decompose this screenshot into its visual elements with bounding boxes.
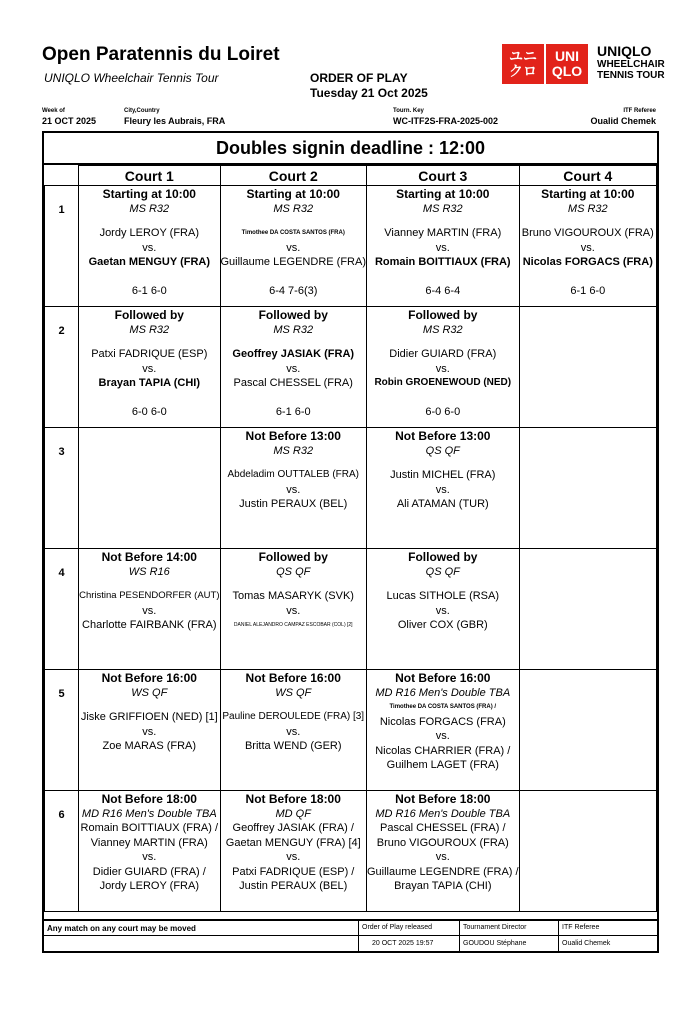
- match-score: 6-1 6-0: [570, 284, 606, 297]
- player-1b: Bruno VIGOUROUX (FRA): [376, 836, 509, 849]
- match-time: Not Before 13:00: [395, 429, 491, 443]
- city-meta: City,Country Fleury les Aubrais, FRA: [124, 108, 226, 126]
- director-label: Tournament Director: [463, 924, 527, 931]
- corner-cell: [45, 166, 79, 186]
- schedule-row: [45, 670, 657, 791]
- match-cell: [366, 307, 519, 428]
- player-2: Zoe MARAS (FRA): [102, 740, 197, 752]
- player-2: Brayan TAPIA (CHI): [98, 377, 201, 389]
- player-1a: Geoffrey JASIAK (FRA) /: [232, 822, 354, 834]
- team-note: Timothee DA COSTA SANTOS (FRA) /: [389, 704, 497, 710]
- match-time: Starting at 10:00: [246, 187, 340, 201]
- player-2a: Patxi FADRIQUE (ESP) /: [232, 865, 355, 878]
- versus: vs.: [286, 483, 301, 496]
- empty-cell: [519, 428, 656, 549]
- match-cell: [366, 670, 519, 791]
- player-2: Charlotte FAIRBANK (FRA): [82, 619, 217, 631]
- player-1a: Pascal CHESSEL (FRA) /: [380, 822, 506, 834]
- doubles-deadline: Doubles signin deadline : 12:00: [44, 133, 657, 165]
- match-event: MS R32: [567, 202, 608, 215]
- referee-meta: ITF Referee Oualid Chemek: [590, 108, 656, 126]
- match-event: MS R32: [129, 202, 170, 215]
- tournament-key-meta: Tourn. Key WC-ITF2S-FRA-2025-002: [393, 108, 499, 126]
- player-2: Justin PERAUX (BEL): [239, 498, 348, 510]
- player-2: Oliver COX (GBR): [397, 619, 488, 631]
- player-1: Christina PESENDORFER (AUT): [79, 590, 220, 601]
- player-2a: Didier GUIARD (FRA) /: [92, 865, 206, 878]
- match-cell: [220, 549, 366, 670]
- match-cell: [366, 549, 519, 670]
- versus: vs.: [142, 725, 157, 738]
- match-event: MS R32: [273, 444, 314, 457]
- match-event: WS QF: [131, 686, 168, 699]
- match-cell: [79, 549, 220, 670]
- match-time: Starting at 10:00: [541, 187, 635, 201]
- schedule-row: [45, 791, 657, 912]
- versus: vs.: [435, 730, 450, 742]
- versus: vs.: [142, 604, 157, 617]
- logo-square-latin: UNI QLO: [546, 44, 588, 84]
- versus: vs.: [435, 362, 450, 375]
- player-2: Nicolas FORGACS (FRA): [522, 256, 653, 268]
- tournament-title: Open Paratennis du Loiret: [42, 44, 280, 65]
- match-event: MD QF: [275, 807, 311, 820]
- court-header: Court 1: [79, 166, 220, 186]
- match-time: Not Before 16:00: [395, 671, 491, 685]
- match-event: MS R32: [422, 202, 463, 215]
- match-score: 6-4 7-6(3): [269, 284, 318, 297]
- player-2: Romain BOITTIAUX (FRA): [374, 256, 511, 268]
- player-1: Bruno VIGOUROUX (FRA): [521, 227, 654, 239]
- player-1: Jordy LEROY (FRA): [99, 227, 199, 239]
- player-2b: Jordy LEROY (FRA): [99, 880, 199, 892]
- match-time: Not Before 14:00: [101, 550, 197, 564]
- match-time: Followed by: [258, 308, 328, 322]
- footer-referee-label: ITF Referee: [562, 924, 600, 931]
- match-cell: [79, 670, 220, 791]
- match-score: 6-0 6-0: [425, 405, 461, 418]
- match-cell: [79, 791, 220, 912]
- uniqlo-logo: [502, 44, 588, 84]
- player-1: Vianney MARTIN (FRA): [384, 227, 502, 239]
- released-label: Order of Play released: [362, 924, 433, 931]
- footer-referee-value: Oualid Chemek: [562, 940, 611, 947]
- empty-cell: [519, 307, 656, 428]
- match-score: 6-1 6-0: [131, 284, 167, 297]
- match-cell: [220, 670, 366, 791]
- player-2b: Guilhem LAGET (FRA): [386, 759, 499, 771]
- match-time: Not Before 18:00: [245, 792, 341, 806]
- row-number: 3: [45, 428, 79, 549]
- row-number: 5: [45, 670, 79, 791]
- versus: vs.: [435, 851, 450, 863]
- match-time: Not Before 18:00: [395, 792, 491, 806]
- versus: vs.: [142, 241, 157, 254]
- versus: vs.: [435, 241, 450, 254]
- match-event: QS QF: [425, 444, 460, 457]
- play-date: Tuesday 21 Oct 2025: [310, 86, 428, 100]
- match-time: Not Before 13:00: [245, 429, 341, 443]
- versus: vs.: [286, 725, 301, 738]
- player-2a: Nicolas CHARRIER (FRA) /: [375, 744, 511, 757]
- match-time: Starting at 10:00: [102, 187, 196, 201]
- match-event: MS R32: [129, 323, 170, 336]
- match-time: Followed by: [258, 550, 328, 564]
- court-header: Court 2: [220, 166, 366, 186]
- empty-cell: [519, 670, 656, 791]
- match-event: MD R16 Men's Double TBA: [375, 807, 511, 820]
- player-1: Timothee DA COSTA SANTOS (FRA): [241, 230, 345, 236]
- match-cell: [366, 428, 519, 549]
- versus: vs.: [142, 851, 157, 863]
- match-time: Not Before 16:00: [245, 671, 341, 685]
- player-2: Gaetan MENGUY (FRA): [88, 256, 210, 268]
- order-of-play-heading: [310, 71, 428, 101]
- versus: vs.: [286, 241, 301, 254]
- match-event: MD R16 Men's Double TBA: [81, 807, 217, 820]
- released-value: 20 OCT 2025 19:57: [372, 940, 434, 947]
- row-number: 2: [45, 307, 79, 428]
- versus: vs.: [286, 604, 301, 617]
- versus: vs.: [435, 604, 450, 617]
- empty-cell: [519, 549, 656, 670]
- versus: vs.: [435, 483, 450, 496]
- match-score: 6-0 6-0: [131, 405, 167, 418]
- match-time: Starting at 10:00: [396, 187, 490, 201]
- match-cell: [366, 186, 519, 307]
- director-value: GOUDOU Stéphane: [463, 940, 527, 947]
- schedule-row: [45, 428, 657, 549]
- match-cell: [79, 307, 220, 428]
- schedule-row: [45, 549, 657, 670]
- player-2: Robin GROENEWOUD (NED): [374, 377, 512, 388]
- match-cell: [220, 791, 366, 912]
- player-1: Jiske GRIFFIOEN (NED) [1]: [80, 711, 218, 723]
- versus: vs.: [286, 362, 301, 375]
- match-time: Followed by: [408, 308, 478, 322]
- player-2: Ali ATAMAN (TUR): [396, 498, 489, 510]
- row-number: 4: [45, 549, 79, 670]
- court-header: Court 4: [519, 166, 656, 186]
- match-event: QS QF: [276, 565, 311, 578]
- match-time: Not Before 18:00: [101, 792, 197, 806]
- player-2a: Guillaume LEGENDRE (FRA) /: [366, 865, 519, 878]
- empty-cell: [519, 791, 656, 912]
- match-cell: [220, 307, 366, 428]
- match-score: 6-4 6-4: [425, 284, 461, 297]
- schedule-table: [44, 165, 657, 912]
- player-1: Lucas SITHOLE (RSA): [386, 590, 500, 602]
- schedule-row: [45, 186, 657, 307]
- player-2b: Brayan TAPIA (CHI): [394, 880, 492, 892]
- player-1: Justin MICHEL (FRA): [390, 469, 496, 481]
- player-1b: Gaetan MENGUY (FRA) [4]: [225, 836, 361, 849]
- player-1: Geoffrey JASIAK (FRA): [232, 348, 355, 360]
- player-1: Didier GUIARD (FRA): [389, 348, 497, 360]
- order-of-play-sheet: [42, 131, 659, 953]
- player-1: Abdeladim OUTTALEB (FRA): [227, 469, 359, 480]
- player-2: Guillaume LEGENDRE (FRA): [220, 256, 366, 268]
- moved-note: Any match on any court may be moved: [47, 924, 196, 933]
- versus: vs.: [580, 241, 595, 254]
- match-event: WS R16: [128, 565, 170, 578]
- player-2: DANIEL ALEJANDRO CAMPAZ ESCOBAR (COL) [2]: [233, 622, 353, 628]
- player-1: Pauline DEROULEDE (FRA) [3]: [222, 711, 365, 722]
- brand-text: UNIQLO WHEELCHAIR TENNIS TOUR: [597, 43, 665, 81]
- week-meta: Week of 21 OCT 2025: [42, 108, 97, 126]
- match-cell: [519, 186, 656, 307]
- player-2: Pascal CHESSEL (FRA): [233, 377, 353, 389]
- player-1: Tomas MASARYK (SVK): [232, 590, 354, 602]
- match-cell: [366, 791, 519, 912]
- row-number: 1: [45, 186, 79, 307]
- match-event: MS R32: [273, 202, 314, 215]
- match-event: WS QF: [275, 686, 312, 699]
- player-1: Nicolas FORGACS (FRA): [379, 715, 506, 728]
- player-2b: Justin PERAUX (BEL): [239, 880, 348, 892]
- match-cell: [220, 428, 366, 549]
- match-time: Followed by: [114, 308, 184, 322]
- player-1a: Romain BOITTIAUX (FRA) /: [80, 822, 219, 834]
- match-cell: [79, 186, 220, 307]
- empty-cell: [79, 428, 220, 549]
- versus: vs.: [142, 362, 157, 375]
- player-2: Britta WEND (GER): [244, 740, 342, 752]
- match-event: MS R32: [422, 323, 463, 336]
- player-1b: Vianney MARTIN (FRA): [90, 836, 208, 849]
- order-label: ORDER OF PLAY: [310, 71, 408, 85]
- match-time: Followed by: [408, 550, 478, 564]
- versus: vs.: [286, 851, 301, 863]
- match-event: MS R32: [273, 323, 314, 336]
- row-number: 6: [45, 791, 79, 912]
- match-score: 6-1 6-0: [275, 405, 311, 418]
- schedule-row: [45, 307, 657, 428]
- sheet-footer: [44, 919, 657, 953]
- court-header: Court 3: [366, 166, 519, 186]
- logo-square-katakana: ユニ クロ: [502, 44, 544, 84]
- match-event: QS QF: [425, 565, 460, 578]
- match-event: MD R16 Men's Double TBA: [375, 686, 511, 699]
- court-header-row: [45, 166, 657, 186]
- match-cell: [220, 186, 366, 307]
- match-time: Not Before 16:00: [101, 671, 197, 685]
- player-1: Patxi FADRIQUE (ESP): [91, 348, 208, 360]
- tour-name: UNIQLO Wheelchair Tennis Tour: [44, 71, 219, 85]
